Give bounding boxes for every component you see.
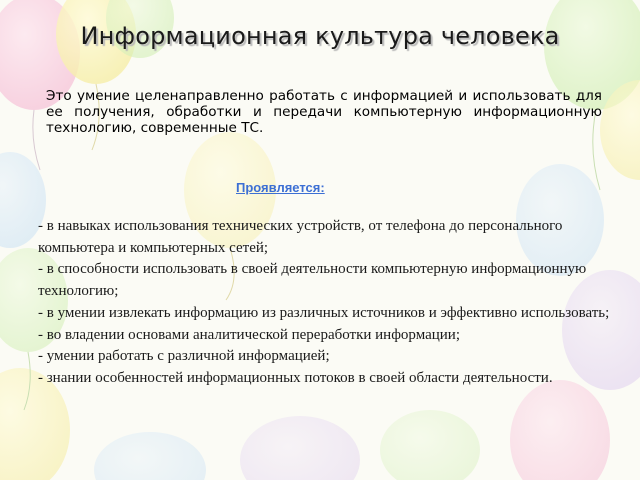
definition-text: Это умение целенаправленно работать с информацией и использовать для ее получения, обработки и передачи компьютерную информационную технологию, современные ТС. <box>46 88 602 136</box>
list-item: - в способности использовать в своей деятельности компьютерную информационную технологию; <box>38 261 587 300</box>
balloon-shape <box>94 432 206 480</box>
balloon-shape <box>240 416 360 480</box>
balloon-shape <box>510 380 610 480</box>
list-item: - в навыках использования технических устройств, от телефона до персонального компьютера и компьютерных сетей; <box>38 218 563 256</box>
manifestation-list <box>38 216 618 390</box>
balloon-string <box>33 110 40 170</box>
slide-title: Информационная культура человека <box>80 22 560 50</box>
balloon-shape <box>380 410 480 480</box>
list-item: - в умении извлекать информацию из различных источников и эффективно использовать; <box>38 304 610 321</box>
list-item: - знании особенностей информационных потоков в своей области деятельности. <box>38 369 553 386</box>
list-item: - во владении основами аналитической переработки информации; <box>38 326 460 343</box>
list-item: - умении работать с различной информацией; <box>38 348 330 365</box>
manifests-subheading: Проявляется: <box>236 180 325 195</box>
